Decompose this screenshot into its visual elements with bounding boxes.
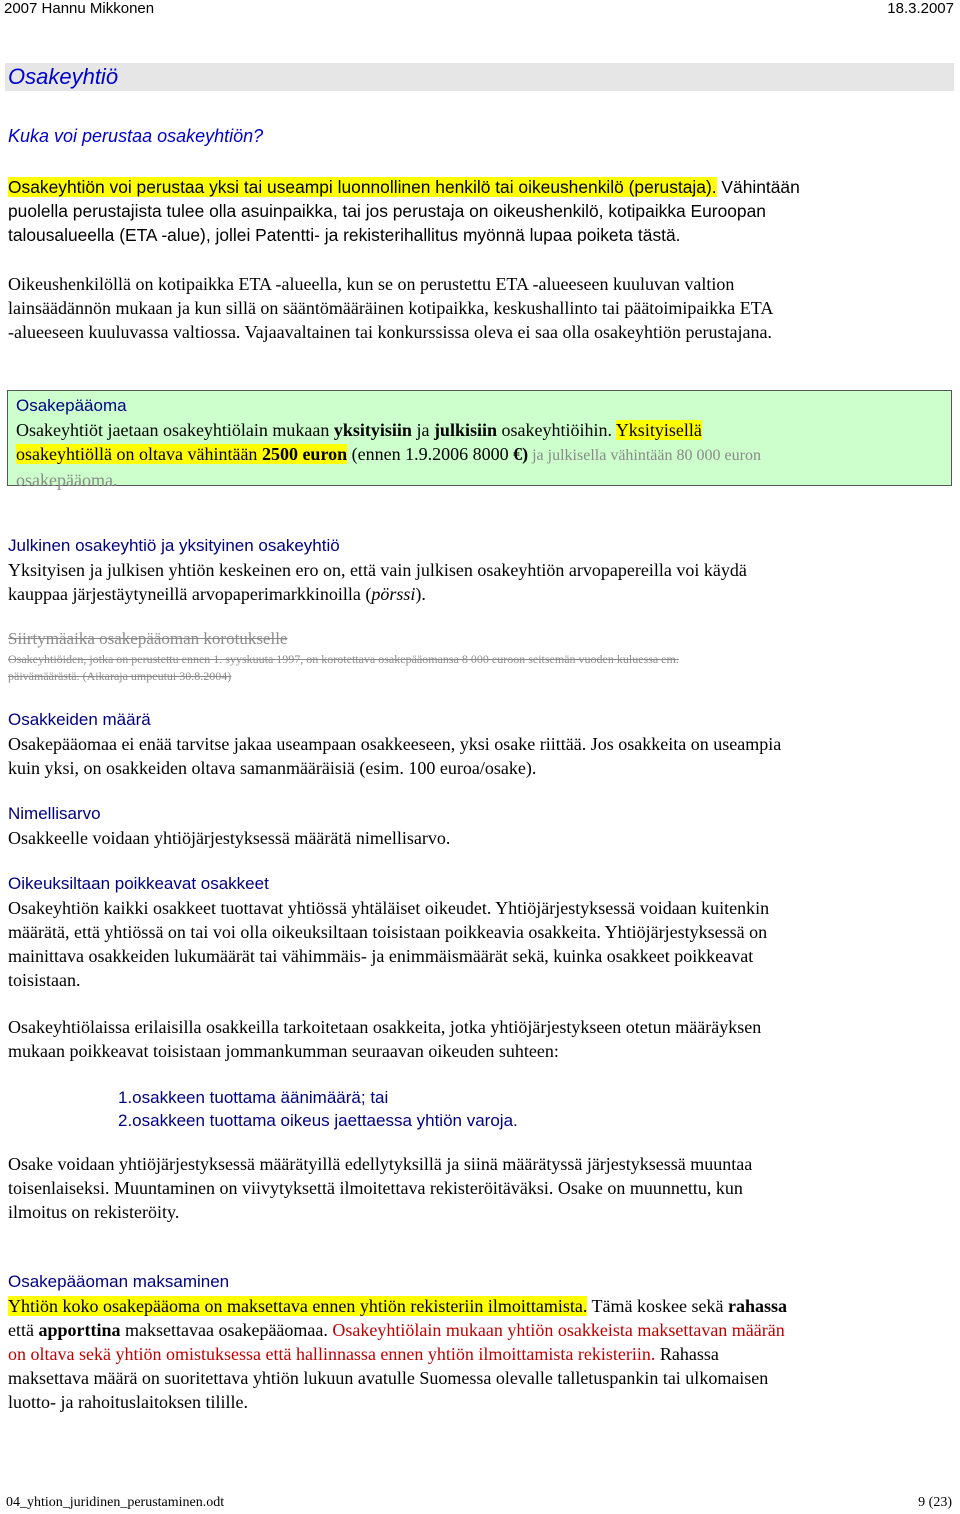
text-line: toisistaan. [8,970,81,990]
text-line: -alueeseen kuuluvassa valtiossa. Vajaavaltainen tai konkurssissa oleva ei saa olla osakeyhtiön perustajana. [8,322,772,342]
text-line: Osakkeelle voidaan yhtiöjärjestyksessä määrätä nimellisarvo. [8,828,451,848]
text-line: luotto- ja rahoituslaitoksen tilille. [8,1392,248,1412]
text-red: Osakeyhtiölain mukaan yhtiön osakkeista maksettavan määrän [332,1320,785,1340]
footer-filename: 04_yhtion_juridinen_perustaminen.odt [6,1495,225,1510]
paragraph-erilaisilla [8,1015,952,1063]
text-line: talousalueella (ETA -alue), jollei Patentti- ja rekisterihallitus myönnä lupaa poiketa tästä. [8,225,681,245]
text: Tämä koskee sekä [587,1296,728,1316]
highlight-text: osakeyhtiöllä on oltava vähintään [16,444,262,464]
text-line: ilmoitus on rekisteröity. [8,1202,180,1222]
text: osakeyhtiöihin. [496,420,616,440]
text-gray: ja julkisella vähintään 80 000 euron [528,447,761,464]
section-heading: Julkinen osakeyhtiö ja yksityinen osakeyhtiö [8,536,340,555]
header-left: 2007 Hannu Mikkonen [4,0,155,17]
text: Osakeyhtiöt jaetaan osakeyhtiölain mukaan [16,420,334,440]
text: maksettavaa osakepääomaa. [120,1320,333,1340]
header-right: 18.3.2007 [887,0,954,17]
text-line: määrätä, että yhtiössä on tai voi olla oikeuksiltaan toisistaan poikkeavia osakkeita. Yhtiöjärjestyksessä on [8,922,768,942]
text-bold: €) [513,444,529,464]
text-line: toisenlaiseksi. Muuntaminen on viivytyksettä ilmoitettava rekisteröitäväksi. Osake on muunnettu, kun [8,1178,743,1198]
section-heading: Osakepääoma [16,396,127,415]
text: Rahassa [655,1344,719,1364]
highlight-bold: 2500 euron [261,444,348,464]
section-heading: Oikeuksiltaan poikkeavat osakkeet [8,874,269,893]
section-oikeuksiltaan [8,872,952,992]
section-julkinen [8,534,952,606]
highlight-text: Yksityisellä [615,420,702,440]
ordered-list [118,1086,518,1132]
list-item: 2.osakkeen tuottama oikeus jaettaessa yhtiön varoja. [118,1111,518,1130]
text-bold: yksityisiin [333,420,412,440]
text-line: lainsäädännön mukaan ja kun sillä on sääntömääräinen kotipaikka, keskushallinto tai päätoimipaikka ETA [8,298,774,318]
text-line: Osakeyhtiön kaikki osakkeet tuottavat yhtiössä yhtäläiset oikeudet. Yhtiöjärjestyksessä voidaan kuitenkin [8,898,770,918]
section-heading: Osakkeiden määrä [8,710,151,729]
strikethrough-note [8,651,679,685]
paragraph-muuntaminen [8,1152,952,1224]
section-maara [8,708,952,780]
text: (ennen 1.9.2006 8000 [347,444,514,464]
paragraph-perustaja [8,175,952,247]
text-line: mainittava osakkeiden lukumäärät tai vähimmäis- ja enimmäismäärät sekä, kuinka osakkeet poikkeavat [8,946,754,966]
osakepaaoma-box [7,390,952,490]
text-line: päivämäärästä. (Aikaraja umpeutui 30.8.2004) [8,669,232,683]
text: ). [415,584,426,604]
text: että [8,1320,39,1340]
section-heading: Nimellisarvo [8,804,101,823]
text-line: Yksityisen ja julkisen yhtiön keskeinen ero on, että vain julkisen osakeyhtiön arvopapereilla voi käydä [8,560,747,580]
text-line: mukaan poikkeavat toisistaan jommankumman seuraavan oikeuden suhteen: [8,1041,559,1061]
text-bold: apporttina [38,1320,121,1340]
text-italic: pörssi [371,584,416,604]
page-title: Osakeyhtiö [8,64,119,89]
text-bold: rahassa [728,1296,788,1316]
subtitle-question: Kuka voi perustaa osakeyhtiön? [8,126,264,146]
text: ja [411,420,434,440]
text-line: maksettava määrä on suoritettava yhtiön lukuun avatulle Suomessa olevalle talletuspankin tai ulkomaisen [8,1368,769,1388]
text-line: Osakepääomaa ei enää tarvitse jakaa useampaan osakkeeseen, yksi osake riittää. Jos osakkeita on useampia [8,734,782,754]
paragraph-oikeushenkilo [8,272,952,344]
text-gray: osakepääoma. [16,470,118,490]
text: kauppaa järjestäytyneillä arvopaperimarkkinoilla ( [8,584,372,604]
text: Vähintään [716,177,800,197]
text-line: Osakeyhtiöiden, jotka on perustettu ennen 1. syyskuuta 1997, on korotettava osakepääomansa 8 000 euroon seitsemän vuoden kuluessa em. [8,652,679,666]
strikethrough-heading: Siirtymäaika osakepääoman korotukselle [8,629,288,648]
highlight-text: Yhtiön koko osakepääoma on maksettava ennen yhtiön rekisteriin ilmoittamista. [8,1296,588,1316]
list-item: 1.osakkeen tuottama äänimäärä; tai [118,1088,389,1107]
text-bold: julkisiin [433,420,497,440]
section-nimellisarvo [8,802,952,850]
title-bar [5,63,954,91]
footer-page-number: 9 (23) [918,1495,952,1510]
text-red: on oltava sekä yhtiön omistuksessa että hallinnassa ennen yhtiön ilmoittamista rekisteriin. [8,1344,656,1364]
text-line: puolella perustajista tulee olla asuinpaikka, tai jos perustaja on oikeushenkilö, kotipaikka Euroopan [8,201,766,221]
highlight-text: Osakeyhtiön voi perustaa yksi tai useampi luonnollinen henkilö tai oikeushenkilö (perustaja). [8,177,717,197]
text-line: kuin yksi, on osakkeiden oltava samanmääräisiä (esim. 100 euroa/osake). [8,758,537,778]
text-line: Osake voidaan yhtiöjärjestyksessä määrätyillä edellytyksillä ja siinä määrätyssä järjestyksessä muuntaa [8,1154,753,1174]
section-heading: Osakepääoman maksaminen [8,1272,230,1291]
text-line: Osakeyhtiölaissa erilaisilla osakkeilla tarkoitetaan osakkeita, jotka yhtiöjärjestykseen otetun määräyksen [8,1017,762,1037]
text-line: Oikeushenkilöllä on kotipaikka ETA -alueella, kun se on perustettu ETA -alueeseen kuuluvan valtion [8,274,735,294]
section-maksaminen [8,1270,952,1414]
